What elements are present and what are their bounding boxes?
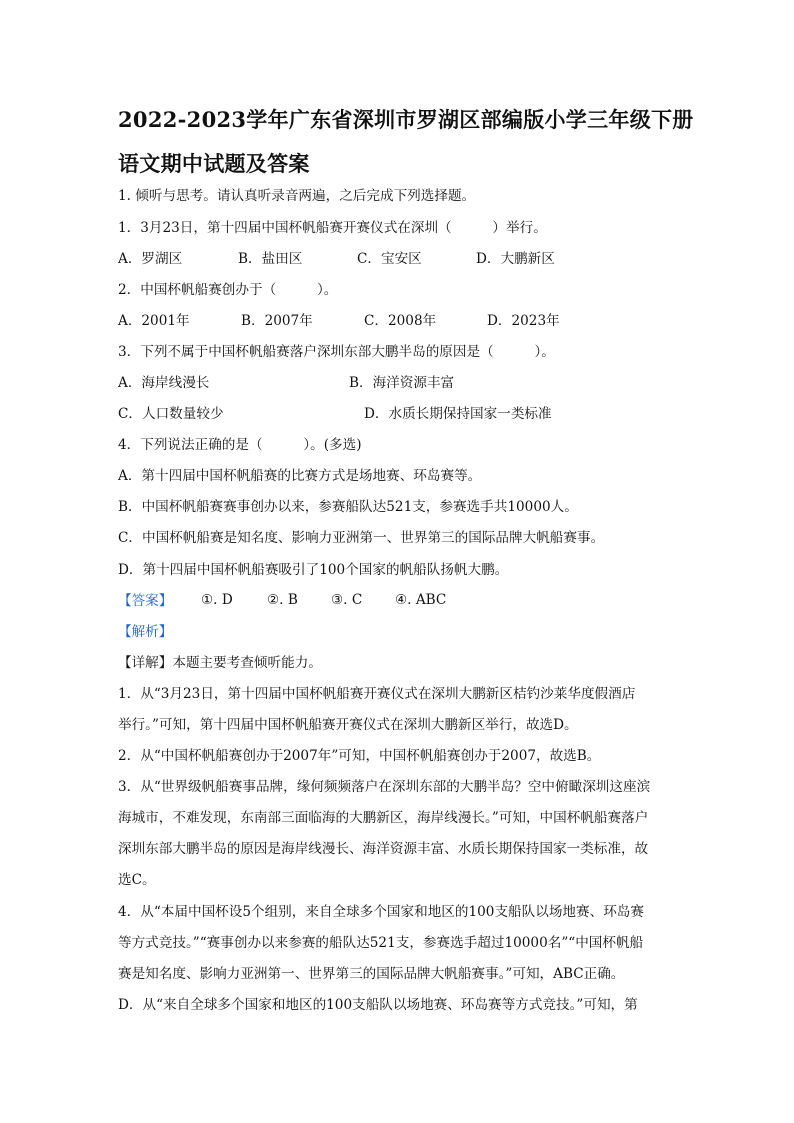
question-1-option-b: B．盐田区 <box>238 251 303 267</box>
explanation-line: 举行。”可知，第十四届中国杯帆船赛开赛仪式在深圳大鹏新区举行，故选D。 <box>118 717 578 733</box>
explanation-line: 等方式竞技。”“赛事创办以来参赛的船队达521支，参赛选手超过10000名”“中国杯帆船 <box>118 935 644 951</box>
answer-1: ①. D <box>201 592 233 608</box>
explanation-line: 赛是知名度、影响力亚洲第一、世界第三的国际品牌大帆船赛事。”可知，ABC正确。 <box>118 966 625 982</box>
listening-instruction: 1. 倾听与思考。请认真听录音两遍，之后完成下列选择题。 <box>118 188 476 204</box>
detail-line <box>118 654 322 672</box>
question-1-stem: 1．3月23日，第十四届中国杯帆船赛开赛仪式在深圳（ ）举行。 <box>118 220 547 236</box>
answer-3: ③. C <box>331 592 363 608</box>
question-2-option-a: A．2001年 <box>118 313 190 329</box>
explanation-line: 选C。 <box>118 872 156 888</box>
question-2-option-c: C．2008年 <box>364 313 437 329</box>
detail-text: 本题主要考查倾听能力。 <box>172 655 322 671</box>
question-4-stem: 4．下列说法正确的是（ ）。(多选) <box>118 437 362 453</box>
question-2-option-d: D．2023年 <box>487 313 560 329</box>
answer-2: ②. B <box>267 592 298 608</box>
explanation-line: D．从“来自全球多个国家和地区的100支船队以场地赛、环岛赛等方式竞技。”可知，第 <box>118 997 638 1013</box>
detail-tag: 【详解】 <box>118 655 173 671</box>
question-3-option-b: B．海洋资源丰富 <box>349 375 455 391</box>
explanation-line: 1．从“3月23日，第十四届中国杯帆船赛开赛仪式在深圳大鹏新区桔钓沙莱华度假酒店 <box>118 686 636 702</box>
question-4-option-d: D．第十四届中国杯帆船赛吸引了100个国家的帆船队扬帆大鹏。 <box>118 562 509 578</box>
answer-tag: 【答案】 <box>118 593 173 609</box>
question-4-option-c: C．中国杯帆船赛是知名度、影响力亚洲第一、世界第三的国际品牌大帆船赛事。 <box>118 530 605 546</box>
question-4-option-b: B．中国杯帆船赛赛事创办以来，参赛船队达521支，参赛选手共10000人。 <box>118 499 578 515</box>
document-title-line-2: 语文期中试题及答案 <box>118 151 310 176</box>
question-3-option-d: D．水质长期保持国家一类标准 <box>364 406 552 422</box>
question-4-option-a: A．第十四届中国杯帆船赛的比赛方式是场地赛、环岛赛等。 <box>118 468 482 484</box>
document-title-line-1: 2022-2023学年广东省深圳市罗湖区部编版小学三年级下册 <box>118 107 694 132</box>
question-1-option-a: A．罗湖区 <box>118 251 183 267</box>
question-1-option-d: D．大鹏新区 <box>476 251 555 267</box>
explanation-line: 深圳东部大鹏半岛的原因是海岸线漫长、海洋资源丰富、水质长期保持国家一类标准，故 <box>118 841 649 857</box>
explanation-line: 4．从“本届中国杯设5个组别，来自全球多个国家和地区的100支船队以场地赛、环岛赛 <box>118 904 644 920</box>
question-3-option-c: C．人口数量较少 <box>118 406 224 422</box>
explanation-line: 海城市，不难发现，东南部三面临海的大鹏新区，海岸线漫长。”可知，中国杯帆船赛落户 <box>118 810 649 826</box>
question-1-option-c: C．宝安区 <box>357 251 422 267</box>
question-2-stem: 2．中国杯帆船赛创办于（ ）。 <box>118 282 338 298</box>
analysis-tag: 【解析】 <box>118 624 173 640</box>
explanation-line: 3．从“世界级帆船赛事品牌，缘何频频落户在深圳东部的大鹏半岛？空中俯瞰深圳这座滨 <box>118 779 651 795</box>
question-2-option-b: B．2007年 <box>241 313 313 329</box>
explanation-line: 2．从“中国杯帆船赛创办于2007年”可知，中国杯帆船赛创办于2007，故选B。 <box>118 748 601 764</box>
question-3-stem: 3．下列不属于中国杯帆船赛落户深圳东部大鹏半岛的原因是（ ）。 <box>118 344 555 360</box>
answer-4: ④. ABC <box>395 592 447 608</box>
question-3-option-a: A．海岸线漫长 <box>118 375 210 391</box>
